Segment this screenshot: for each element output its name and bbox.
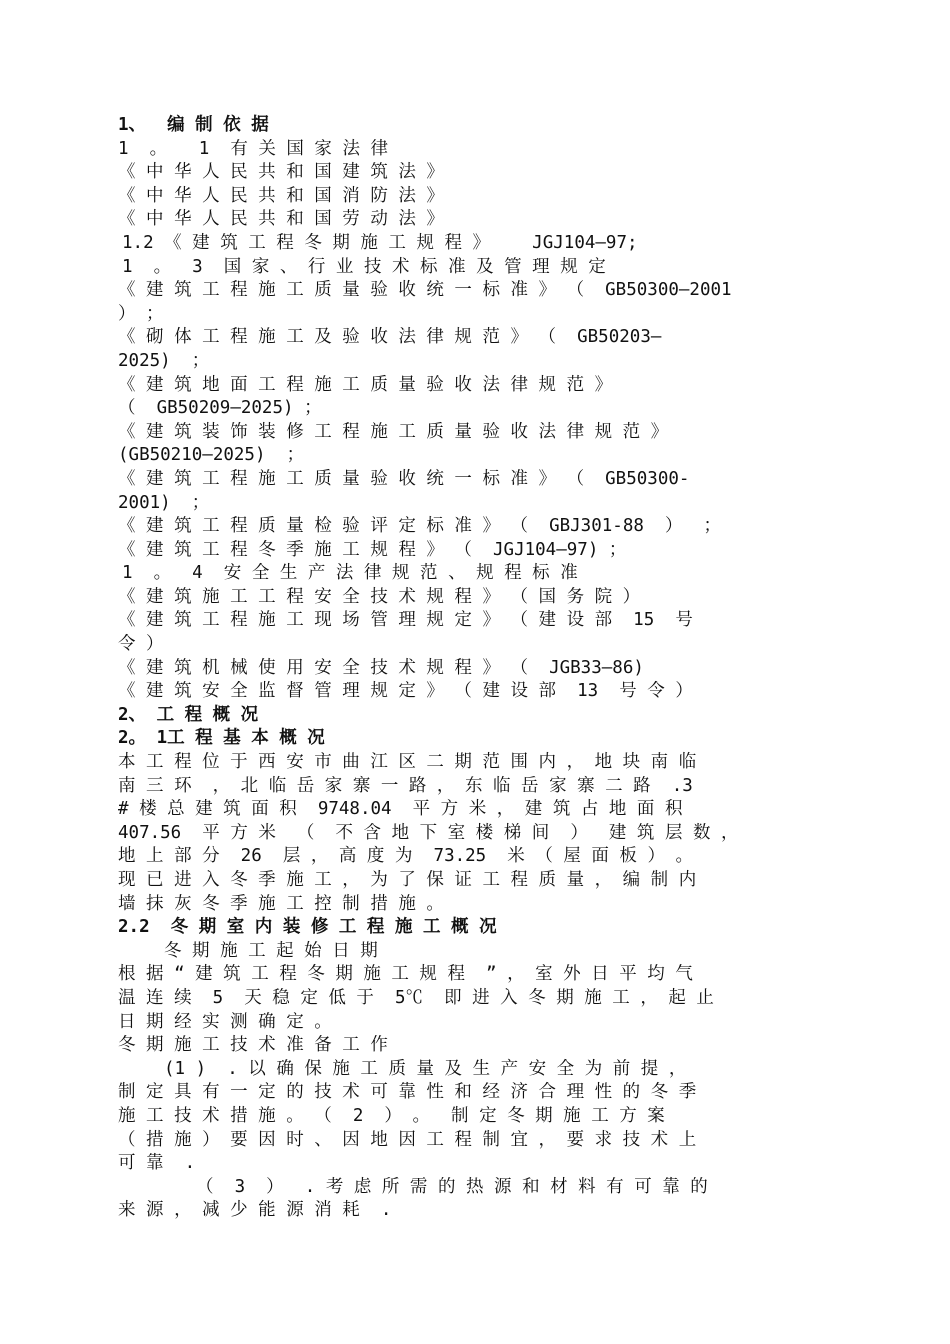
paragraph-line: 日 期 经 实 测 确 定 。 xyxy=(118,1011,332,1032)
subsection-1-3: 1 。 3 国 家 、 行 业 技 术 标 准 及 管 理 规 定 xyxy=(122,256,606,277)
paragraph-line: （ 措 施 ） 要 因 时 、 因 地 因 工 程 制 宜 ， 要 求 技 术 上 xyxy=(118,1129,697,1150)
safety-item: 《 建 筑 工 程 施 工 现 场 管 理 规 定 》 （ 建 设 部 15 号 xyxy=(118,610,693,631)
paragraph-line: 温 连 续 5 天 稳 定 低 于 5℃ 即 进 入 冬 期 施 工 ， 起 止 xyxy=(118,987,714,1008)
standard-item: 《 建 筑 地 面 工 程 施 工 质 量 验 收 法 律 规 范 》 xyxy=(118,374,613,395)
paragraph-line: 地 上 部 分 26 层 ， 高 度 为 73.25 米 （ 屋 面 板 ） 。 xyxy=(118,846,694,867)
paragraph-line: 本 工 程 位 于 西 安 市 曲 江 区 二 期 范 围 内 ， 地 块 南 临 xyxy=(118,752,697,773)
paragraph-line: 现 已 进 入 冬 季 施 工 ， 为 了 保 证 工 程 质 量 ， 编 制 内 xyxy=(118,870,697,890)
standard-item: 《 建 筑 工 程 施 工 质 量 验 收 统 一 标 准 》 （ GB50300—2001 xyxy=(118,280,732,301)
standard-item: 《 建 筑 工 程 冬 季 施 工 规 程 》 （ JGJ104—97) ； xyxy=(118,539,627,560)
paragraph-line: 墙 抹 灰 冬 季 施 工 控 制 措 施 。 xyxy=(118,893,444,914)
paragraph-heading: 冬 期 施 工 起 始 日 期 xyxy=(164,940,378,961)
law-item: 《 中 华 人 民 共 和 国 劳 动 法 》 xyxy=(118,209,444,230)
subsection-1-1: 1 。 1 有 关 国 家 法 律 xyxy=(118,138,389,159)
safety-item: 《 建 筑 机 械 使 用 安 全 技 术 规 程 》 （ JGB33—86) xyxy=(118,657,644,678)
paragraph-line: 施 工 技 术 措 施 。 （ 2 ） 。 制 定 冬 期 施 工 方 案 xyxy=(118,1105,665,1126)
standard-item: 《 建 筑 装 饰 装 修 工 程 施 工 质 量 验 收 法 律 规 范 》 xyxy=(118,421,669,442)
paragraph-line: # 楼 总 建 筑 面 积 9748.04 平 方 米 ， 建 筑 占 地 面 积 xyxy=(118,799,683,820)
paragraph-line: 407.56 平 方 米 （ 不 含 地 下 室 楼 梯 间 ） 建 筑 层 数 ， xyxy=(118,822,739,843)
standard-item: 《 建 筑 工 程 施 工 质 量 验 收 统 一 标 准 》 （ GB50300- xyxy=(118,468,690,489)
standard-item-cont: 2001) ； xyxy=(118,492,210,513)
section-heading-1: 1、 编 制 依 据 xyxy=(118,115,269,135)
paragraph-line: (1 ) . 以 确 保 施 工 质 量 及 生 产 安 全 为 前 提 ， xyxy=(164,1058,687,1079)
document-page xyxy=(118,114,838,1223)
paragraph-line: 制 定 具 有 一 定 的 技 术 可 靠 性 和 经 济 合 理 性 的 冬 季 xyxy=(118,1082,697,1103)
subsection-heading-2-1: 2。 1工 程 基 本 概 况 xyxy=(118,728,325,749)
paragraph-line: 来 源 ， 减 少 能 源 消 耗 . xyxy=(118,1200,392,1221)
paragraph-line: （ 3 ） . 考 虑 所 需 的 热 源 和 材 料 有 可 靠 的 xyxy=(196,1176,708,1197)
subsection-heading-2-2: 2.2 冬 期 室 内 装 修 工 程 施 工 概 况 xyxy=(118,917,497,938)
subsection-1-4: 1 。 4 安 全 生 产 法 律 规 范 、 规 程 标 准 xyxy=(122,563,578,584)
standard-item-cont: 2025) ； xyxy=(118,350,210,371)
subsection-1-2: 1.2 《 建 筑 工 程 冬 期 施 工 规 程 》 JGJ104—97; xyxy=(122,232,638,253)
standard-item: 《 砌 体 工 程 施 工 及 验 收 法 律 规 范 》 （ GB50203— xyxy=(118,327,662,348)
paragraph-line: 南 三 环 ， 北 临 岳 家 寨 一 路 ， 东 临 岳 家 寨 二 路 .3 xyxy=(118,775,693,796)
safety-item-cont: 令 ） xyxy=(118,634,164,655)
law-item: 《 中 华 人 民 共 和 国 消 防 法 》 xyxy=(118,185,444,206)
section-heading-2: 2、 工 程 概 况 xyxy=(118,704,259,725)
paragraph-line: 可 靠 . xyxy=(118,1153,196,1174)
standard-item-cont: (GB50210—2025) ； xyxy=(118,445,305,466)
law-item: 《 中 华 人 民 共 和 国 建 筑 法 》 xyxy=(118,162,444,183)
paragraph-heading: 冬 期 施 工 技 术 准 备 工 作 xyxy=(118,1035,388,1056)
safety-item: 《 建 筑 安 全 监 督 管 理 规 定 》 （ 建 设 部 13 号 令 ） xyxy=(118,681,693,702)
paragraph-line: 根 据 “ 建 筑 工 程 冬 期 施 工 规 程 ” ， 室 外 日 平 均 气 xyxy=(118,964,693,985)
safety-item: 《 建 筑 施 工 工 程 安 全 技 术 规 程 》 （ 国 务 院 ） xyxy=(118,586,641,607)
standard-item: 《 建 筑 工 程 质 量 检 验 评 定 标 准 》 （ GBJ301-88 ） ； xyxy=(118,516,722,537)
standard-item-cont: ） ； xyxy=(118,303,164,324)
standard-item-cont: （ GB50209—2025) ； xyxy=(118,398,322,419)
